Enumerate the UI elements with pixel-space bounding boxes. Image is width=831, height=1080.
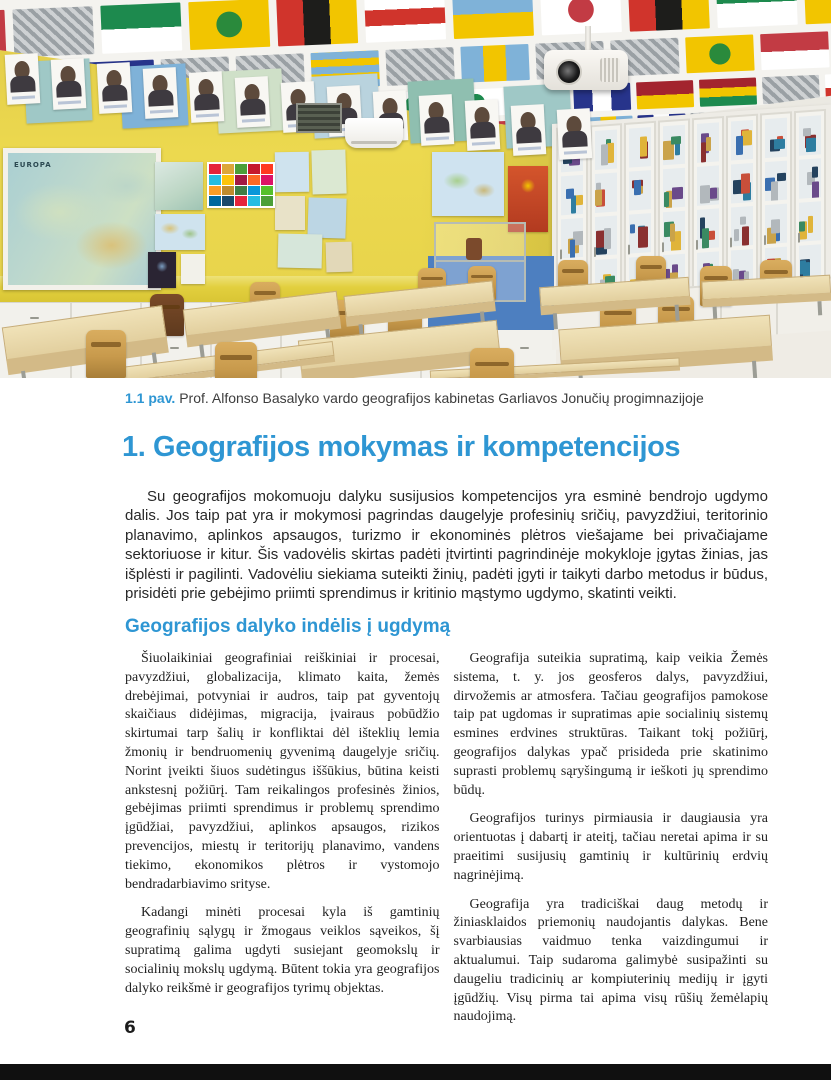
- sdg-cell: [222, 175, 234, 185]
- cabinet-shelf-cell: [663, 168, 685, 209]
- cabinet-item: [702, 228, 709, 248]
- cabinet-shelf-cell: [765, 161, 787, 202]
- paragraph: Geografija suteikia supratimą, kaip veikia Žemės sistema, t. y. jos geosferos dalys, pavyzdžiui, dirvožemis ar atmosfera. Tačiau geografijos pamokose taip pat ugdomas ir supratimas apie socialinių sistemų esmines erdvines struktūras. Taikant tokį požiūrį, geografijos dalykas ypač prisideda prie skatinimo suprasti problemų sąryšingumą ir ieškoti jų sprendimo būdų.: [453, 651, 768, 798]
- door-handle: [628, 245, 630, 255]
- cabinet-item: [771, 219, 780, 234]
- ceiling-projector: [544, 50, 628, 90]
- portrait-detail: [424, 117, 450, 134]
- stand-shelf: [436, 260, 524, 262]
- portrait-card: [235, 76, 271, 128]
- cabinet-shelf-cell: [731, 163, 753, 204]
- cabinet-item: [664, 192, 669, 207]
- cabinet-item: [740, 216, 746, 224]
- small-map-poster: [311, 150, 346, 195]
- small-map-poster: [326, 242, 353, 273]
- figure-caption-text: Prof. Alfonso Basalyko vardo geografijos kabinetas Garliavos Jonučių progimnazijoje: [175, 390, 704, 406]
- air-conditioner-unit: [345, 118, 403, 148]
- cabinet-item: [710, 187, 717, 198]
- projector-grille: [600, 58, 620, 82]
- sdg-cell: [235, 186, 247, 196]
- portrait-detail: [10, 75, 36, 92]
- paragraph: Šiuolaikiniai geografiniai reiškiniai ir procesai, pavyzdžiui, globalizacija, klimato kaita, žemės drebėjimai, potvyniai ir audros, taip pat gyventojų skaičiaus didėjimas, migracija, įvairaus pobūdžio skirtumai tarp šalių ir konfliktai dėl išteklių lemia žmonių ir bendruomenių gyvenimą daugelyje sričių. Norint įveikti šiuos sudėtingus iššūkius, būtina keisti ankstesnį požiūrį. Tam reikalingos profesinės žinios, gebėjimas priimti sprendimus ir problemų sprendimo įgūdžiai, pavyzdžiui, aplinkos apsaugos, rizikos prevencijos, miestų ir teritorijų planavimo, vandens tiekimo, ekonomikos plėtros ir vystomojo bendradarbiavimo srityse.: [125, 651, 440, 892]
- desk: [701, 275, 831, 314]
- flag-tile: [452, 0, 534, 39]
- sdg-cell: [209, 175, 221, 185]
- chair-slat: [764, 270, 788, 274]
- sdg-poster: [207, 162, 275, 208]
- portrait-detail: [240, 98, 266, 115]
- cabinet-glass-door: [590, 123, 622, 303]
- chair-slat: [640, 265, 663, 268]
- sdg-cell: [209, 164, 221, 174]
- flag-tile: [685, 35, 754, 74]
- chair-slat: [254, 291, 277, 294]
- cabinet-shelf-cell: [663, 125, 685, 166]
- cabinet-shelf-cell: [731, 120, 753, 161]
- cabinet-shelf-cell: [561, 218, 583, 259]
- portrait-card: [557, 108, 593, 160]
- cabinet-item: [630, 224, 635, 233]
- cabinet-item: [672, 187, 683, 200]
- flag-tile: [100, 2, 182, 53]
- sdg-cell: [261, 175, 273, 185]
- flag-tile: [188, 0, 270, 50]
- cabinet-shelf-cell: [663, 211, 685, 252]
- cabinet-shelf-cell: [595, 215, 617, 256]
- portrait-card: [465, 99, 501, 151]
- world-map-poster: [155, 214, 205, 250]
- flag-tile: [460, 44, 529, 83]
- cabinet-shelf-cell: [765, 204, 787, 245]
- chair: [215, 342, 257, 378]
- cabinet-item: [774, 139, 785, 150]
- cabinet-item: [706, 137, 711, 151]
- flag-tile: [540, 0, 622, 35]
- portrait-card: [189, 72, 225, 124]
- two-column-text: [125, 650, 768, 1037]
- small-map-poster: [275, 152, 309, 192]
- flag-tile: [12, 6, 94, 57]
- paragraph: Geografijos turinys pirmiausia ir daugiausia yra orientuotas į dabartį ir ateitį, tačiau neretai apima ir su praeitimi susijusių gamtinių ir kultūrinių erdvių nagrinėjimą.: [453, 811, 768, 883]
- cabinet-shelf-cell: [799, 115, 821, 156]
- cabinet-shelf-cell: [765, 118, 787, 159]
- cabinet-shelf-cell: [595, 172, 617, 213]
- sdg-cell: [222, 164, 234, 174]
- small-map-poster: [155, 162, 203, 210]
- chair: [470, 348, 514, 378]
- wall-vent-grille: [296, 103, 342, 133]
- europe-map-title: EUROPA: [14, 161, 52, 169]
- cabinet-shelf-cell: [799, 201, 821, 242]
- cabinet-item: [566, 188, 574, 199]
- small-map-poster: [278, 234, 323, 269]
- cabinet-item: [736, 136, 743, 155]
- cabinet-item: [570, 239, 575, 258]
- cabinet-item: [595, 190, 602, 206]
- portrait-card: [511, 104, 547, 156]
- flag-tile: [276, 0, 358, 46]
- dark-globe-poster: [148, 252, 176, 288]
- cabinet-item: [670, 223, 675, 241]
- cabinet-item: [777, 173, 786, 182]
- paragraph: Kadangi minėti procesai kyla iš gamtinių geografinių sąlygų ir žmogaus veiklos sąveikos, šį supratimą galima ugdyti susiejant geomokslų ir socialinių mokslų ugdymą. Būtent tokia yra geografijos dalyko reikšmė ir geografijos tyrimų objektas.: [125, 905, 440, 996]
- portrait-detail: [516, 126, 542, 143]
- desk-leg: [817, 301, 822, 315]
- cabinet-item: [700, 185, 710, 204]
- flag-tile: [628, 0, 710, 32]
- section-subheading: Geografijos dalyko indėlis į ugdymą: [125, 616, 451, 637]
- portrait-detail: [102, 85, 128, 102]
- cabinet-shelf-cell: [697, 208, 719, 249]
- drawer-handle: [170, 347, 179, 349]
- chair-slat: [220, 355, 252, 360]
- cabinet-shelf-cell: [629, 213, 651, 254]
- cabinet-item: [601, 144, 608, 165]
- portrait-detail: [518, 146, 541, 150]
- flyer: [181, 254, 205, 284]
- sdg-cell: [209, 186, 221, 196]
- portrait-detail: [196, 114, 219, 118]
- flag-tile: [699, 77, 757, 106]
- portrait-detail: [12, 95, 35, 99]
- cabinet-item: [812, 181, 819, 198]
- sdg-cell: [261, 186, 273, 196]
- sdg-cell: [222, 196, 234, 206]
- cabinet-item: [671, 136, 681, 145]
- sdg-cell: [248, 196, 260, 206]
- cabinet-shelf-cell: [799, 158, 821, 199]
- cabinet-item: [634, 180, 641, 195]
- door-handle: [560, 249, 562, 259]
- text-column-left: [125, 650, 440, 1037]
- door-handle: [730, 237, 732, 247]
- cabinet-glass-door: [794, 109, 826, 289]
- cabinet-item: [771, 181, 778, 201]
- chair-slat: [91, 342, 121, 346]
- cabinet-shelf-cell: [697, 165, 719, 206]
- portrait-card: [97, 62, 133, 114]
- desk-leg: [675, 305, 680, 321]
- cabinet-shelf-cell: [629, 170, 651, 211]
- sdg-cell: [261, 164, 273, 174]
- portrait-detail: [58, 100, 81, 104]
- portrait-card: [419, 95, 455, 147]
- figure-caption-label: 1.1 pav.: [125, 390, 176, 406]
- portrait-detail: [104, 105, 127, 109]
- portrait-detail: [194, 94, 220, 111]
- sdg-cell: [222, 186, 234, 196]
- paragraph: Geografija yra tradiciškai daug metodų ir žiniasklaidos priemonių naudojantis dalykas. Bene svarbiausias vaidmuo tenka vaizdingumui ir aktualumui. Taip sudaroma galimybė susipažinti su daugeliu tradicinių ar kompiuterinių medijų ir įgyti įgūdžių. Visų pirma tai apima visų rūšių žemėlapių naudojimą.: [453, 896, 768, 1025]
- cabinet-item: [742, 226, 749, 245]
- cabinet-item: [638, 226, 648, 248]
- cabinet-item: [640, 136, 647, 156]
- intro-paragraph: Su geografijos mokomuoju dalyku susijusios kompetencijos yra esminė bendrojo ugdymo dalis. Jos taip pat yra ir mokymosi pagrindas daugelyje profesinių sričių, pavyzdžiui, teritorinio planavimo, aplinkos apsaugos, turizmo ir ekonominės plėtros viešajame bei privačiajame sektoriuose ir kitur. Šis vadovėlis skirtas padėti įtvirtinti pagrindinėje mokykloje įgytas žinias, jas išplėsti ir pagilinti. Vadovėliu siekiama suteikti žinių, padėti įgyti ir taikyti darbo metodus ir būdus, prisidėti prie gebėjimo priimti sprendimus ir kritinio mąstymo ugdymo, skatinti veikti.: [125, 488, 768, 603]
- sdg-cell: [261, 196, 273, 206]
- drawer-handle: [520, 347, 529, 349]
- door-handle: [696, 240, 698, 250]
- portrait-card: [5, 53, 41, 105]
- figure-caption: [125, 389, 785, 407]
- portrait-detail: [562, 131, 588, 148]
- page-number: 6: [124, 1018, 136, 1038]
- chair: [86, 330, 126, 378]
- cabinet-glass-door: [726, 114, 758, 294]
- desk-leg: [21, 371, 29, 378]
- cabinet-item: [799, 221, 805, 231]
- cabinet-item: [812, 166, 818, 177]
- sdg-cell: [248, 175, 260, 185]
- europe-map: [3, 148, 161, 290]
- door-handle: [594, 247, 596, 257]
- portrait-card: [51, 58, 87, 110]
- flag-tile: [804, 0, 831, 24]
- desk-leg: [553, 313, 558, 329]
- flag-tile: [760, 31, 829, 70]
- chair-slat: [475, 362, 508, 367]
- cabinet-item: [742, 130, 752, 146]
- sdg-cell: [248, 164, 260, 174]
- door-handle: [764, 235, 766, 245]
- cabinet-item: [734, 229, 739, 241]
- door-handle: [662, 242, 664, 252]
- chair-slat: [562, 269, 585, 272]
- portrait-detail: [472, 141, 495, 145]
- portrait-detail: [564, 151, 587, 155]
- portrait-detail: [470, 121, 496, 138]
- chair-slat: [421, 277, 442, 280]
- stand-object: [466, 238, 482, 260]
- cabinet-shelf-cell: [697, 122, 719, 163]
- cabinet-item: [806, 138, 816, 153]
- sdg-cell: [235, 175, 247, 185]
- flag-tile: [636, 80, 694, 109]
- sdg-cell: [209, 196, 221, 206]
- flag-tile: [716, 0, 798, 28]
- portrait-detail: [56, 80, 82, 97]
- chair-slat: [471, 275, 492, 278]
- corner-world-map: [432, 152, 504, 216]
- portrait-detail: [242, 118, 265, 122]
- cabinet-shelf-cell: [561, 175, 583, 216]
- cabinet-shelf-cell: [731, 206, 753, 247]
- portrait-detail: [148, 89, 174, 106]
- classroom-photo: [0, 0, 831, 378]
- page-bottom-edge: [0, 1064, 831, 1080]
- portrait-card: [143, 67, 179, 119]
- portrait-detail: [150, 109, 173, 113]
- cabinet-item: [607, 143, 614, 163]
- projector-lens: [556, 59, 582, 85]
- cabinet-item: [741, 173, 750, 194]
- sdg-cell: [235, 164, 247, 174]
- cabinet-item: [675, 143, 680, 155]
- small-map-poster: [275, 196, 305, 230]
- chapter-heading: 1. Geografijos mokymas ir kompetencijos: [122, 431, 681, 463]
- cabinet-item: [803, 128, 811, 137]
- text-column-right: [454, 650, 769, 1037]
- cabinet-shelf-cell: [629, 127, 651, 168]
- drawer-handle: [30, 317, 39, 319]
- desk-leg: [752, 361, 758, 378]
- air-conditioner-vent: [351, 141, 397, 144]
- sdg-cell: [248, 186, 260, 196]
- sdg-cell: [235, 196, 247, 206]
- portrait-detail: [426, 137, 449, 141]
- flag-tile: [364, 0, 446, 43]
- cabinet-item: [808, 216, 813, 233]
- small-map-poster: [307, 197, 346, 238]
- door-handle: [798, 233, 800, 243]
- cabinet-shelf-cell: [595, 129, 617, 170]
- cabinet-item: [604, 228, 611, 249]
